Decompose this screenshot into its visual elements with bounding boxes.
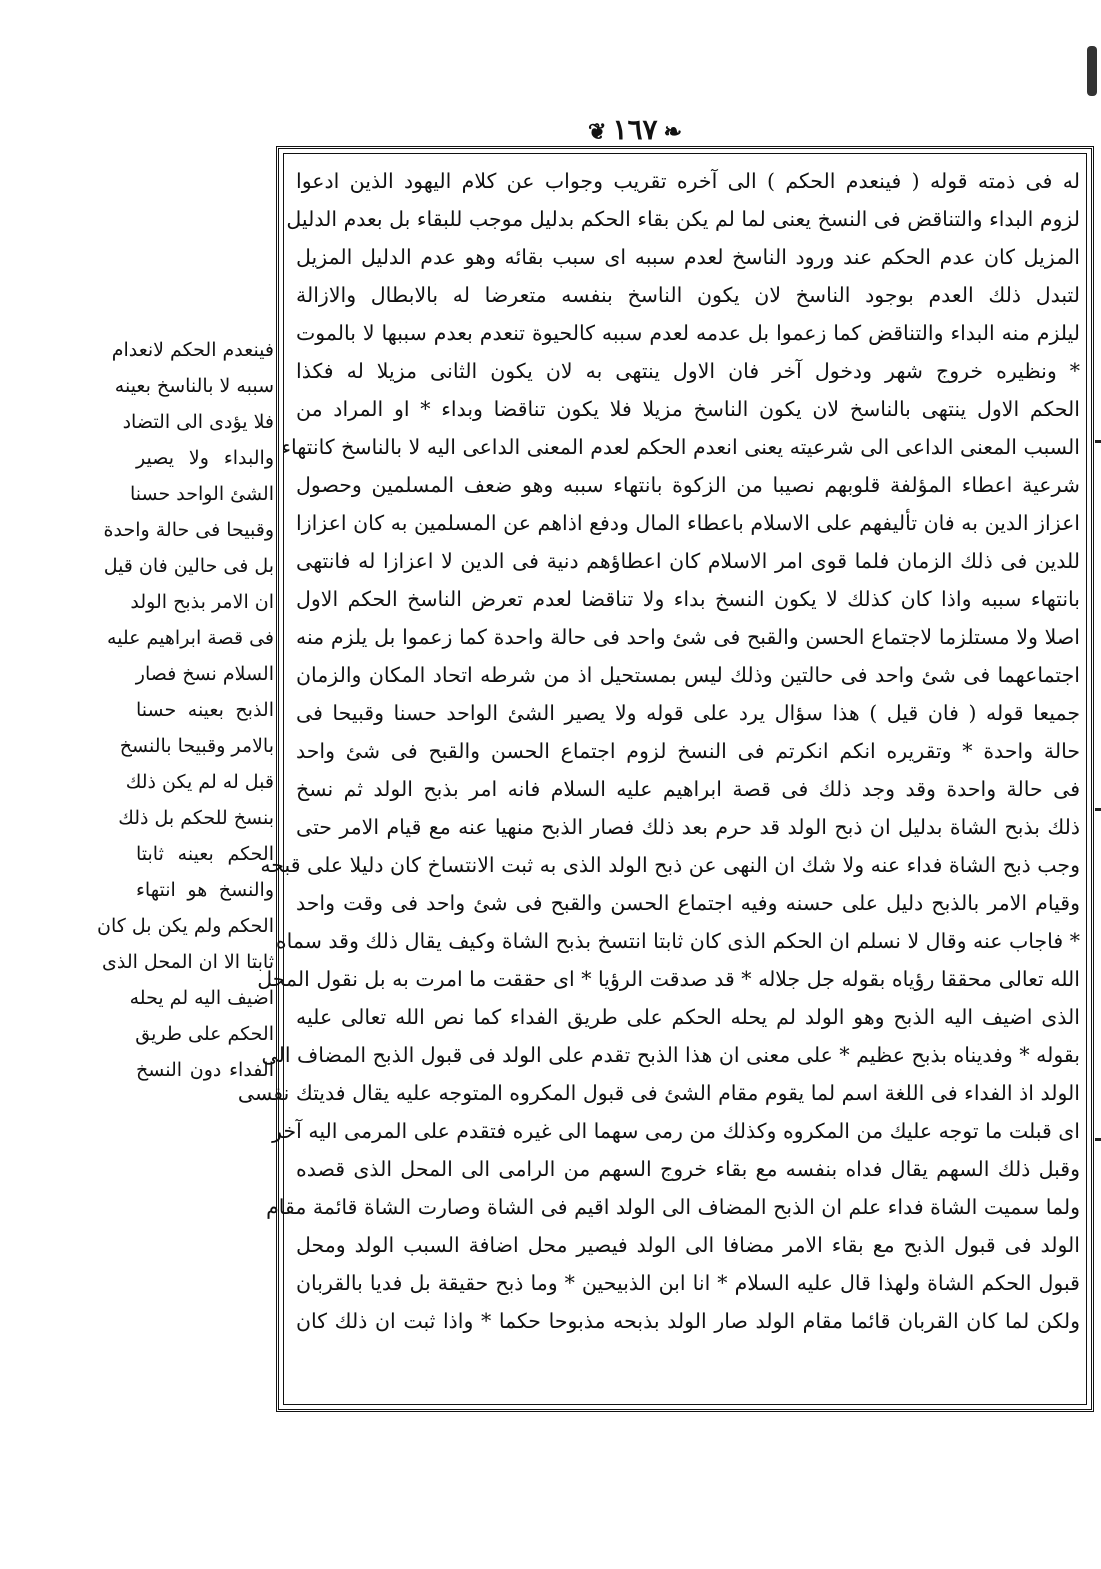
page-edge-tick bbox=[1095, 1138, 1101, 1141]
main-text-line: له فى ذمته قوله ( فينعدم الحكم ) الى آخره تقريب وجواب عن كلام اليهود الذين ادعوا bbox=[296, 169, 1080, 193]
marginal-gloss-text bbox=[97, 332, 274, 1088]
margin-text-line: فى قصة ابراهيم عليه bbox=[106, 627, 274, 649]
main-text-line: حالة واحدة * وتقريره انكم انكرتم فى النسخ لزوم اجتماع الحسن والقبح فى شئ واحد bbox=[296, 739, 1080, 763]
main-text-line: للدين فى ذلك الزمان فلما قوى امر الاسلام كان اعطاؤهم دنية فى الدين لا اعزازا له فانتهى bbox=[296, 549, 1080, 573]
main-text-line: الذى اضيف اليه الذبح وهو الولد لم يحله الحكم على طريق الفداء كما نص الله تعالى عليه bbox=[296, 1005, 1080, 1029]
main-text-line: شرعية اعطاء المؤلفة قلوبهم نصيبا من الزكوة بانتهاء سببه وهو ضعف المسلمين وحصول bbox=[296, 473, 1080, 497]
page-edge-mark bbox=[1087, 46, 1097, 96]
margin-text-line: فينعدم الحكم لانعدام bbox=[111, 339, 274, 361]
main-text-line: وقبل ذلك السهم يقال فداه بنفسه مع بقاء خروج السهم من الرامى الى المحل الذى قصده bbox=[296, 1157, 1080, 1181]
margin-text-line: والبداء ولا يصير bbox=[136, 447, 274, 469]
margin-text-line: الحكم على طريق bbox=[135, 1023, 274, 1045]
margin-text-line: الفداء دون النسخ bbox=[136, 1059, 274, 1081]
margin-text-line: الذبح بعينه حسنا bbox=[136, 699, 274, 721]
page-number-value: ١٦٧ bbox=[612, 113, 658, 146]
main-text-line: * فاجاب عنه وقال لا نسلم ان الحكم الذى كان ثابتا انتسخ بذبح الشاة وكيف يقال ذلك وقد سماه bbox=[275, 929, 1080, 953]
margin-text-line: والنسخ هو انتهاء bbox=[136, 879, 274, 901]
main-text-line: ولما سميت الشاة فداء علم ان الذبح المضاف الى الولد اقيم فى الشاة وصارت الشاة قائمة مقام bbox=[266, 1195, 1080, 1219]
main-text-line: السبب المعنى الداعى الى شرعيته يعنى انعدم الحكم لعدم المعنى الداعى اليه لا بالناسخ كانتهاء bbox=[281, 435, 1080, 459]
margin-text-line: قبل له لم يكن ذلك bbox=[125, 771, 274, 793]
main-text-line: اعزاز الدين به فان تأليفهم على الاسلام باعطاء المال ودفع اذاهم عن المسلمين به كان اعزازا bbox=[296, 511, 1080, 535]
main-text-line: بانتهاء سببه واذا كان كذلك لا يكون النسخ بداء ولا تناقضا لعدم تعرض الناسخ الحكم الاول bbox=[296, 587, 1080, 611]
page-number bbox=[560, 112, 710, 148]
margin-text-line: وقبيحا فى حالة واحدة bbox=[103, 519, 274, 541]
main-text-line: الولد فى قبول الذبح مع بقاء الامر مضافا الى الولد فيصير محل اضافة السبب الولد ومحل bbox=[296, 1233, 1080, 1257]
main-text-line: وقيام الامر بالذبح دليل على حسنه وفيه اجتماع الحسن والقبح فى شئ واحد فى وقت واحد bbox=[296, 891, 1080, 915]
margin-text-line: فلا يؤدى الى التضاد bbox=[122, 411, 274, 433]
main-text-line: الحكم الاول ينتهى بالناسخ لان يكون الناسخ مزيلا فلا يكون تناقضا وبداء * او المراد من bbox=[296, 397, 1080, 421]
margin-text-line: السلام نسخ فصار bbox=[135, 663, 274, 685]
main-text-line: الولد اذ الفداء فى اللغة اسم لما يقوم مقام الشئ فى قبول المكروه المتوجه عليه يقال فديتك نفسى bbox=[237, 1081, 1080, 1105]
main-text-line: الله تعالى محققا رؤياه بقوله جل جلاله * قد صدقت الرؤيا * اى حققت ما امرت به بل نقول المحل bbox=[257, 967, 1080, 991]
main-text-line: ولكن لما كان القربان قائما مقام الولد صار الولد بذبحه مذبوحا حكما * واذا ثبت ان ذلك كان bbox=[296, 1309, 1080, 1333]
margin-text-line: بالامر وقبيحا بالنسخ bbox=[119, 735, 274, 757]
margin-text-line: اضيف اليه لم يحله bbox=[129, 987, 274, 1009]
margin-text-line: الحكم بعينه ثابتا bbox=[136, 843, 274, 865]
page-edge-tick bbox=[1095, 808, 1101, 811]
ornament-left-icon: ❦ bbox=[588, 119, 607, 145]
main-text-line: المزيل كان عدم الحكم عند ورود الناسخ لعدم سببه اى سبب بقائه وهو عدم الدليل المزيل bbox=[296, 245, 1080, 269]
main-text-line: لزوم البداء والتناقض فى النسخ يعنى لما لم يكن بقاء الحكم بدليل موجب للبقاء بل بعدم الدليل bbox=[286, 207, 1080, 231]
margin-text-line: ثابتا الا ان المحل الذى bbox=[101, 951, 274, 973]
margin-text-line: ان الامر بذبح الولد bbox=[130, 591, 274, 613]
main-text-line: ذلك بذبح الشاة بدليل ان ذبح الولد قد حرم بعد ذلك فصار الذبح منهيا عنه مع قيام الامر حتى bbox=[296, 815, 1080, 839]
margin-text-line: الحكم ولم يكن بل كان bbox=[97, 915, 274, 937]
main-text-line: فى حالة واحدة وقد وجد ذلك فى قصة ابراهيم عليه السلام فانه امر بذبح الولد ثم نسخ bbox=[296, 777, 1080, 801]
main-text-line: * ونظيره خروج شهر ودخول آخر فان الاول ينتهى به لان يكون الثانى مزيلا له فكذا bbox=[296, 359, 1080, 383]
ornament-right-icon: ❧ bbox=[663, 119, 682, 145]
margin-text-line: سببه لا بالناسخ بعينه bbox=[114, 375, 274, 397]
main-text-line: وجب ذبح الشاة فداء عنه ولا شك ان النهى عن ذبح الولد الذى به ثبت الانتساخ كان دليلا على قبحه bbox=[260, 853, 1080, 877]
main-text-line: جميعا قوله ( فان قيل ) هذا سؤال يرد على قوله ولا يصير الشئ الواحد حسنا وقبيحا فى bbox=[296, 701, 1080, 725]
margin-text-line: الشئ الواحد حسنا bbox=[129, 483, 274, 505]
main-text-line: لتبدل ذلك العدم بوجود الناسخ لان يكون الناسخ بنفسه متعرضا له بالابطال والازالة bbox=[296, 283, 1080, 307]
main-commentary-text bbox=[237, 162, 1080, 1402]
main-text-line: قبول الحكم الشاة ولهذا قال عليه السلام * انا ابن الذبيحين * وما ذبح حقيقة بل فديا بالقربان bbox=[296, 1271, 1080, 1295]
main-text-line: اى قبلت ما توجه عليك من المكروه وكذلك من رمى سهما الى غيره فتقدم على المرمى اليه آخر bbox=[272, 1119, 1080, 1143]
margin-text-line: بل فى حالين فان قيل bbox=[103, 555, 274, 577]
main-text-line: اصلا ولا مستلزما لاجتماع الحسن والقبح فى شئ واحد فى حالة واحدة كما زعموا بل يلزم منه bbox=[296, 625, 1080, 649]
page-edge-tick bbox=[1095, 440, 1101, 443]
main-text-line: ليلزم منه البداء والتناقض كما زعموا بل عدمه لعدم سببه كالحيوة تنعدم بعدم سببها لا بالموت bbox=[296, 321, 1080, 345]
margin-text-line: بنسخ للحكم بل ذلك bbox=[118, 807, 274, 829]
main-text-line: اجتماعهما فى شئ واحد فى حالتين وذلك ليس بمستحيل اذ من شرطه اتحاد المكان والزمان bbox=[296, 663, 1080, 687]
main-text-line: بقوله * وفديناه بذبح عظيم * على معنى ان هذا الذبح تقدم على الولد فى قبول الذبح المضاف الى bbox=[261, 1043, 1080, 1067]
